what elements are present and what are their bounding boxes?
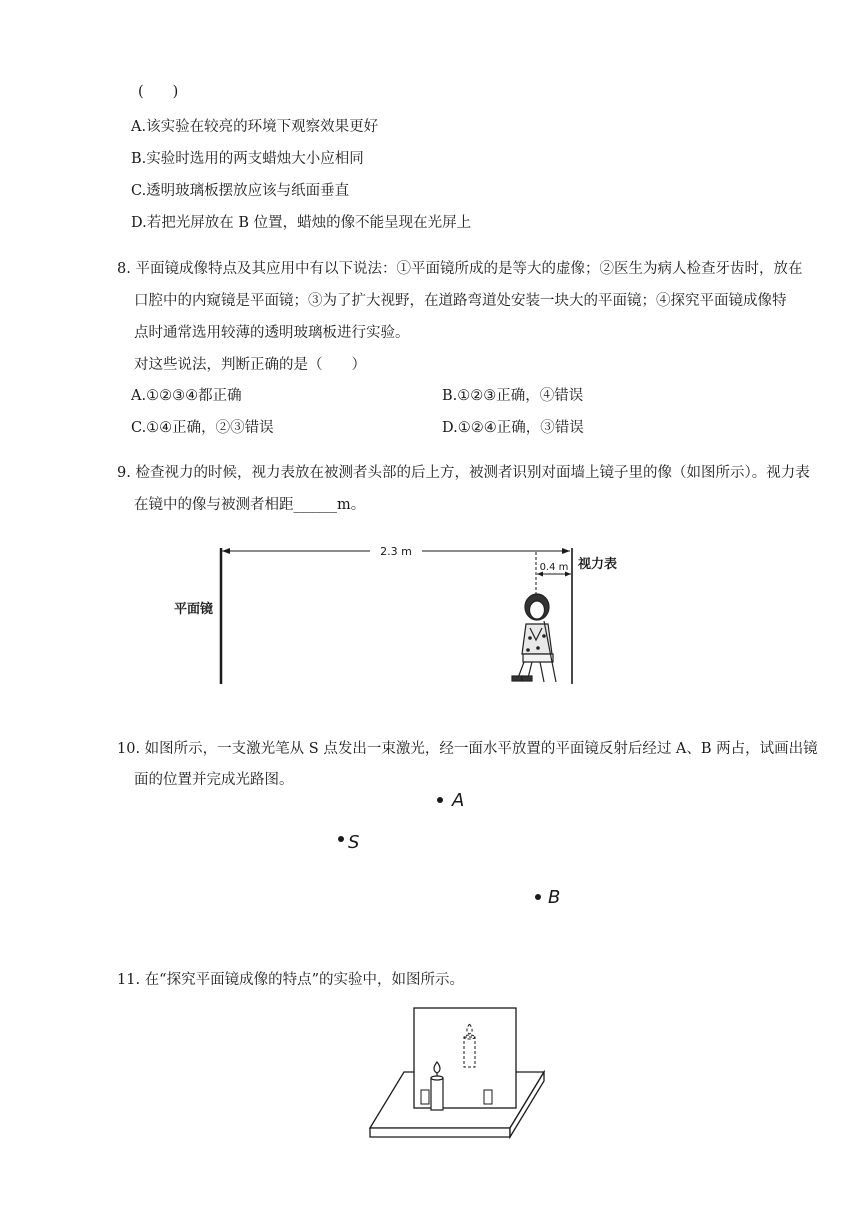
chart-label: 视力表 — [578, 557, 618, 572]
q10-stem-line-2: 面的位置并完成光路图。 — [134, 772, 294, 788]
q7-option-b: B.实验时选用的两支蜡烛大小应相同 — [131, 151, 364, 167]
point-b-label: B — [548, 887, 561, 908]
q8-prompt: 对这些说法，判断正确的是（ ） — [134, 357, 366, 373]
q7-option-a: A.该实验在较亮的环境下观察效果更好 — [131, 119, 379, 135]
arrowhead-right — [562, 548, 570, 554]
q9-eye-test-figure — [160, 536, 640, 688]
point-b-dot — [535, 894, 541, 900]
distance-total-label: 2.3 m — [380, 545, 412, 558]
point-a-label: A — [452, 790, 465, 811]
q8-option-a: A.①②③④都正确 — [131, 388, 242, 404]
q7-answer-bracket: ( ) — [138, 84, 179, 100]
q8-stem-line-3: 点时通常选用较薄的透明玻璃板进行实验。 — [134, 325, 410, 341]
mirror-label: 平面镜 — [174, 602, 214, 617]
q7-option-d: D.若把光屏放在 B 位置，蜡烛的像不能呈现在光屏上 — [131, 215, 472, 231]
q10-points-figure — [320, 782, 580, 912]
point-s-dot — [338, 836, 344, 842]
q7-option-c: C.透明玻璃板摆放应该与纸面垂直 — [131, 183, 350, 199]
q11-candle-apparatus-figure — [360, 1000, 560, 1146]
point-a-dot — [437, 797, 443, 803]
arrowhead-left — [222, 548, 230, 554]
point-s-label: S — [348, 832, 360, 853]
q9-stem-line-2: 在镜中的像与被测者相距______m。 — [134, 497, 366, 513]
seated-person-icon — [512, 594, 556, 682]
q10-stem-line-1: 10. 如图所示，一支激光笔从 S 点发出一束激光，经一面水平放置的平面镜反射后经过 A、B 两占，试画出镜 — [117, 741, 818, 757]
q8-stem-line-2: 口腔中的内窥镜是平面镜；③为了扩大视野，在道路弯道处安装一块大的平面镜；④探究平面镜成像特 — [134, 293, 787, 309]
q8-option-c: C.①④正确，②③错误 — [131, 420, 274, 436]
distance-small-label: 0.4 m — [539, 562, 569, 573]
q9-stem-line-1: 9. 检查视力的时候，视力表放在被测者头部的后上方，被测者识别对面墙上镜子里的像（如图所示）。视力表 — [117, 465, 810, 481]
q8-option-b: B.①②③正确，④错误 — [442, 388, 584, 404]
glass-stand-left — [421, 1090, 429, 1104]
q8-option-d: D.①②④正确，③错误 — [442, 420, 584, 436]
glass-stand-right — [484, 1090, 492, 1104]
q8-stem-line-1: 8. 平面镜成像特点及其应用中有以下说法：①平面镜所成的是等大的虚像；②医生为病人检查牙齿时，放在 — [117, 261, 803, 277]
q11-stem-line-1: 11. 在“探究平面镜成像的特点”的实验中，如图所示。 — [117, 972, 464, 988]
